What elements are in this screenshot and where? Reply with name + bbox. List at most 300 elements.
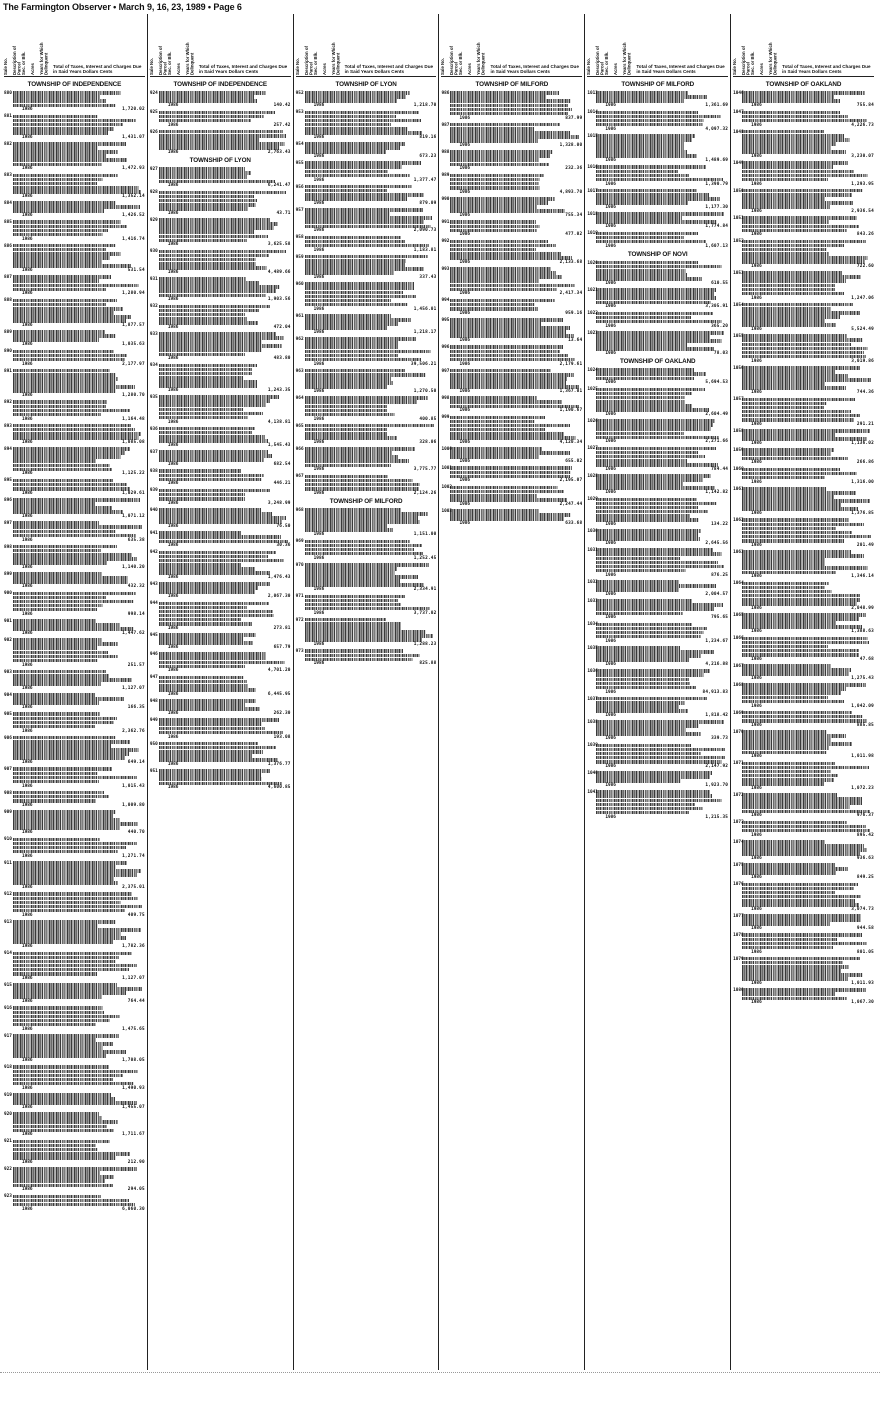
sale-number: 929	[149, 217, 158, 223]
parcel-entry	[733, 189, 874, 214]
description-text	[742, 770, 831, 774]
tax-amount: 1,293.95	[851, 181, 874, 187]
tax-amount: 400.85	[419, 416, 437, 422]
delinquent-year: 1986	[751, 441, 762, 447]
delinquent-year: 1986	[167, 269, 179, 275]
tax-amount: 655.02	[565, 459, 583, 465]
sale-number: 991	[441, 220, 450, 226]
tax-amount: 1,346.14	[851, 574, 874, 580]
delinquent-year: 1986	[459, 189, 471, 195]
parcel-entry	[4, 298, 145, 328]
tax-row	[314, 491, 437, 496]
header-total: Total of Taxes, Interest and Charges Due in Said Years Dollars Cents	[198, 63, 288, 74]
delinquent-year: 1986	[22, 134, 33, 140]
description-text	[159, 277, 247, 281]
tax-amount: 1,271.74	[122, 853, 145, 859]
description-text	[596, 193, 709, 197]
description-text	[159, 336, 285, 340]
description-text	[159, 91, 266, 95]
description-text	[742, 311, 859, 315]
description-text	[305, 571, 395, 575]
description-text	[13, 905, 142, 909]
sale-number: 1062	[733, 518, 744, 524]
description-text	[596, 752, 700, 756]
description-text	[596, 724, 699, 728]
description-text	[742, 307, 830, 311]
tax-amount: 1,388.63	[851, 629, 874, 635]
header-label: Sec. or Blk.	[312, 51, 318, 75]
delinquent-year: 1986	[605, 662, 616, 668]
description-text	[13, 178, 103, 182]
tax-amount: 1,190.67	[559, 408, 583, 414]
description-text	[305, 432, 388, 436]
delinquent-year: 1986	[313, 330, 325, 336]
description-text	[742, 933, 861, 937]
tax-amount: 4,216.88	[705, 662, 729, 668]
description-text	[159, 138, 259, 142]
description-text	[13, 142, 126, 146]
tax-amount: 1,361.69	[705, 103, 729, 109]
description-text	[159, 602, 269, 606]
description-text	[159, 703, 246, 707]
description-text	[596, 316, 691, 320]
tax-amount: 1,426.52	[122, 213, 145, 219]
sale-number: 1029	[587, 497, 598, 503]
tax-amount: 944.58	[856, 926, 874, 932]
description-text	[596, 673, 704, 677]
sale-number: 910	[4, 837, 12, 843]
tax-row	[605, 783, 728, 788]
description-text	[450, 267, 551, 271]
delinquent-year: 1986	[751, 949, 762, 955]
tax-row	[22, 1086, 145, 1091]
description-text	[742, 347, 868, 351]
tax-amount: 1,472.93	[122, 166, 145, 172]
tax-amount: 682.54	[273, 462, 291, 468]
description-text	[596, 236, 683, 240]
sale-number: 1046	[733, 91, 744, 96]
sale-number: 993	[441, 266, 450, 272]
description-text	[742, 825, 866, 829]
description-text	[13, 740, 130, 744]
description-text	[596, 404, 692, 408]
delinquent-year: 1986	[167, 297, 179, 303]
description-text	[13, 818, 120, 822]
header-label: Years for Which Delinquent	[184, 42, 195, 75]
description-text	[159, 305, 270, 309]
delinquent-year: 1986	[22, 975, 33, 981]
parcel-entry	[150, 582, 291, 599]
tax-row	[605, 592, 728, 597]
tax-amount: 959.16	[565, 310, 583, 316]
delinquent-year: 1986	[22, 1187, 33, 1193]
tax-amount: 13.64	[568, 338, 583, 344]
description-text	[742, 742, 852, 746]
description-text	[13, 150, 118, 154]
description-text	[596, 165, 706, 169]
tax-row	[22, 705, 145, 710]
description-text	[305, 603, 402, 607]
description-text	[742, 220, 829, 224]
parcel-entry	[441, 369, 582, 394]
description-text	[305, 475, 388, 479]
tax-row	[22, 830, 145, 835]
tax-row	[751, 1000, 874, 1005]
delinquent-year: 1986	[22, 393, 33, 399]
description-text	[596, 432, 684, 436]
description-text	[596, 115, 721, 119]
description-text	[742, 197, 825, 201]
description-text	[13, 865, 116, 869]
sale-number: 992	[441, 239, 450, 245]
tax-row	[22, 291, 145, 296]
description-text	[159, 610, 273, 614]
parcel-entry	[733, 429, 874, 446]
delinquent-year: 1986	[751, 264, 762, 269]
sale-number: 959	[295, 254, 304, 260]
description-text	[742, 275, 861, 279]
tax-row	[168, 785, 291, 790]
parcel-entry	[4, 736, 145, 766]
delinquent-year: 1986	[167, 324, 179, 330]
description-text	[742, 472, 857, 476]
description-text	[742, 138, 849, 142]
delinquent-year: 1986	[605, 638, 616, 644]
tax-row	[22, 135, 145, 140]
tax-amount: 1,489.69	[705, 158, 729, 164]
sale-number: 1032	[587, 579, 598, 585]
description-text	[305, 396, 428, 400]
tax-amount: 472.04	[273, 324, 291, 330]
sale-number: 1080	[733, 988, 744, 994]
delinquent-year: 1986	[22, 685, 33, 691]
description-text	[159, 399, 270, 403]
description-text	[450, 284, 575, 288]
page-bottom-rule	[0, 1372, 880, 1373]
tax-row	[459, 408, 582, 413]
description-text	[13, 1011, 104, 1015]
description-text	[596, 529, 701, 533]
parcel-entry	[587, 446, 728, 471]
delinquent-year: 1986	[167, 356, 179, 362]
tax-amount: 1,164.48	[122, 416, 145, 422]
delinquent-year: 1986	[459, 478, 471, 484]
delinquent-year: 1986	[22, 471, 33, 477]
sale-number: 924	[149, 91, 158, 96]
sale-number: 888	[4, 298, 12, 304]
sale-number: 914	[4, 951, 12, 957]
description-text	[742, 938, 837, 942]
sale-number: 900	[4, 591, 12, 597]
sale-number: 986	[441, 91, 450, 96]
description-text	[13, 464, 110, 468]
column-header	[150, 14, 291, 77]
description-text	[742, 992, 835, 996]
description-text	[159, 567, 255, 571]
delinquent-year: 1986	[22, 830, 33, 836]
tax-row	[605, 815, 728, 820]
tax-row	[751, 786, 874, 791]
tax-amount: 879.09	[419, 200, 437, 206]
sale-number: 1000	[441, 446, 453, 452]
tax-row	[751, 875, 874, 880]
listing-column	[439, 14, 585, 1370]
description-text	[13, 248, 106, 252]
tax-row	[751, 511, 874, 516]
description-text	[159, 508, 261, 512]
tax-amount: 3,737.02	[413, 610, 437, 616]
description-text	[450, 330, 566, 334]
description-text	[13, 655, 118, 659]
parcel-entry	[587, 165, 728, 186]
sale-number: 970	[295, 562, 304, 568]
parcel-entry	[150, 218, 291, 248]
description-text	[13, 776, 137, 780]
description-text	[742, 115, 848, 119]
tax-row	[22, 729, 145, 734]
tax-row	[22, 440, 145, 445]
sale-number: 1018	[587, 211, 598, 217]
description-text	[13, 693, 95, 697]
description-text	[13, 311, 114, 315]
parcel-entry	[733, 467, 874, 484]
column-body	[441, 77, 582, 526]
parcel-entry	[296, 539, 437, 560]
delinquent-year: 1986	[751, 574, 762, 580]
description-text	[596, 292, 714, 296]
parcel-entry	[4, 369, 145, 399]
tax-row	[459, 362, 582, 367]
delinquent-year: 1986	[751, 154, 762, 160]
parcel-entry	[733, 933, 874, 954]
tax-row	[605, 304, 728, 309]
tax-amount: 825.88	[419, 661, 437, 667]
tax-amount: 1,416.74	[122, 236, 145, 242]
parcel-entry	[4, 400, 145, 421]
description-text	[13, 400, 107, 404]
description-text	[159, 222, 278, 226]
tax-row	[751, 327, 874, 332]
description-text	[13, 901, 121, 905]
description-text	[305, 189, 388, 193]
description-text	[450, 248, 535, 252]
description-text	[742, 518, 849, 522]
tax-amount: 2,124.26	[413, 490, 437, 496]
parcel-entry	[587, 720, 728, 741]
description-text	[159, 191, 287, 195]
parcel-entry	[150, 395, 291, 425]
header-label: Acres	[175, 63, 181, 75]
header-label: Sale No.	[3, 58, 8, 75]
sale-number: 965	[295, 423, 304, 429]
description-text	[13, 932, 121, 936]
parcel-entry	[150, 488, 291, 505]
header-label: Acres	[759, 63, 765, 75]
description-text	[596, 216, 682, 220]
tax-amount: 1,029.61	[122, 490, 145, 496]
delinquent-year: 1986	[751, 295, 762, 301]
tax-row	[314, 587, 437, 592]
tax-amount: 1,352.14	[122, 193, 145, 199]
tax-amount: 2,147.92	[705, 763, 729, 769]
tax-row	[751, 296, 874, 301]
header-label: Acres	[613, 63, 619, 75]
header-label: Description of Parcel	[741, 46, 751, 75]
parcel-entry	[441, 485, 582, 506]
delinquent-year: 1986	[22, 213, 33, 219]
description-text	[742, 914, 860, 918]
sale-number: 953	[295, 110, 304, 116]
tax-amount: 78.03	[713, 351, 729, 357]
description-text	[159, 555, 268, 559]
parcel-entry	[296, 185, 437, 206]
description-text	[305, 161, 421, 165]
description-text	[596, 482, 682, 486]
sale-number: 921	[4, 1139, 12, 1145]
description-text	[159, 142, 286, 146]
description-text	[13, 525, 142, 529]
description-text	[13, 712, 100, 716]
tax-amount: 2,334.91	[413, 587, 437, 593]
description-text	[742, 495, 834, 499]
listing-column	[294, 14, 440, 1370]
sale-number: 1022	[587, 311, 598, 317]
delinquent-year: 1986	[751, 542, 762, 548]
tax-amount: 5,524.49	[851, 327, 874, 333]
description-text	[742, 248, 827, 252]
description-text	[13, 1078, 113, 1082]
description-text	[596, 744, 691, 748]
sale-number: 1079	[733, 956, 744, 962]
description-text	[450, 205, 537, 209]
delinquent-year: 1986	[22, 1085, 33, 1091]
delinquent-year: 1986	[313, 177, 325, 183]
tax-amount: 1,903.56	[267, 297, 291, 303]
sale-number: 895	[4, 478, 12, 484]
tax-row	[605, 380, 728, 385]
tax-amount: 432.32	[127, 584, 145, 590]
description-text	[159, 454, 272, 458]
tax-row	[168, 388, 291, 393]
tax-row	[605, 412, 728, 417]
description-text	[596, 631, 704, 635]
parcel-entry	[587, 646, 728, 667]
sale-number: 935	[149, 394, 158, 400]
description-text	[596, 478, 703, 482]
tax-row	[168, 645, 291, 650]
description-text	[13, 721, 114, 725]
sale-number: 969	[295, 539, 304, 545]
sale-number: 962	[295, 337, 304, 343]
tax-amount: 1,035.63	[122, 342, 145, 348]
description-text	[596, 455, 705, 459]
description-text	[450, 490, 564, 494]
description-text	[13, 479, 113, 483]
description-text	[742, 566, 868, 570]
description-text	[13, 842, 137, 846]
description-text	[742, 797, 862, 801]
description-line	[13, 533, 145, 537]
delinquent-year: 1986	[605, 591, 616, 597]
tax-amount: 1,818.42	[705, 712, 729, 718]
parcel-entry	[4, 330, 145, 347]
description-text	[450, 377, 566, 381]
description-text	[305, 626, 402, 630]
parcel-entry	[150, 601, 291, 631]
parcel-entry	[733, 914, 874, 931]
delinquent-year: 1986	[167, 242, 179, 248]
tax-row	[168, 356, 291, 361]
tax-amount: 266.86	[856, 460, 874, 466]
description-text	[13, 1042, 113, 1046]
description-text	[13, 1179, 105, 1183]
description-text	[742, 134, 844, 138]
tax-row	[22, 538, 145, 543]
description-text	[596, 265, 721, 269]
parcel-entry	[587, 311, 728, 328]
description-text	[13, 115, 98, 119]
parcel-entry	[441, 396, 582, 413]
tax-amount: 2,417.34	[559, 291, 583, 297]
tax-amount: 365.20	[711, 323, 729, 329]
sale-number: 880	[4, 91, 12, 96]
delinquent-year: 1986	[751, 906, 762, 912]
parcel-entry	[150, 469, 291, 486]
sale-number: 1016	[587, 165, 598, 171]
delinquent-year: 1986	[22, 611, 33, 617]
sale-number: 972	[295, 617, 304, 623]
tax-amount: 1,125.22	[122, 471, 145, 477]
sale-number: 1075	[733, 863, 744, 869]
sale-number: 1067	[733, 663, 744, 669]
parcel-entry	[733, 863, 874, 880]
description-line	[450, 517, 582, 521]
delinquent-year: 1986	[22, 1206, 33, 1212]
tax-amount: 837.99	[565, 115, 583, 121]
delinquent-year: 1986	[313, 361, 325, 367]
delinquent-year: 1986	[167, 543, 179, 549]
sale-number: 930	[149, 249, 158, 255]
delinquent-year: 1986	[459, 439, 471, 445]
sale-number: 1068	[733, 683, 744, 689]
description-text	[742, 170, 854, 174]
description-text	[159, 412, 263, 416]
tax-amount: 76.50	[276, 524, 291, 530]
description-text	[596, 502, 717, 506]
description-text	[159, 618, 241, 622]
tax-row	[168, 443, 291, 448]
parcel-entry	[733, 613, 874, 634]
parcel-entry	[296, 208, 437, 233]
description-text	[742, 303, 853, 307]
description-text	[159, 559, 284, 563]
sale-number: 968	[295, 507, 304, 513]
tax-amount: 193.08	[273, 734, 291, 740]
parcel-entry	[4, 1006, 145, 1031]
sale-number: 998	[441, 396, 450, 402]
parcel-entry	[150, 531, 291, 548]
sale-number: 1030	[587, 528, 598, 534]
description-text	[596, 95, 707, 99]
description-text	[450, 220, 535, 224]
delinquent-year: 1986	[167, 734, 179, 740]
description-text	[13, 1116, 102, 1120]
tax-row	[459, 440, 582, 445]
description-text	[742, 370, 835, 374]
delinquent-year: 1986	[167, 668, 179, 674]
description-text	[13, 154, 106, 158]
sale-number: 951	[149, 768, 158, 774]
